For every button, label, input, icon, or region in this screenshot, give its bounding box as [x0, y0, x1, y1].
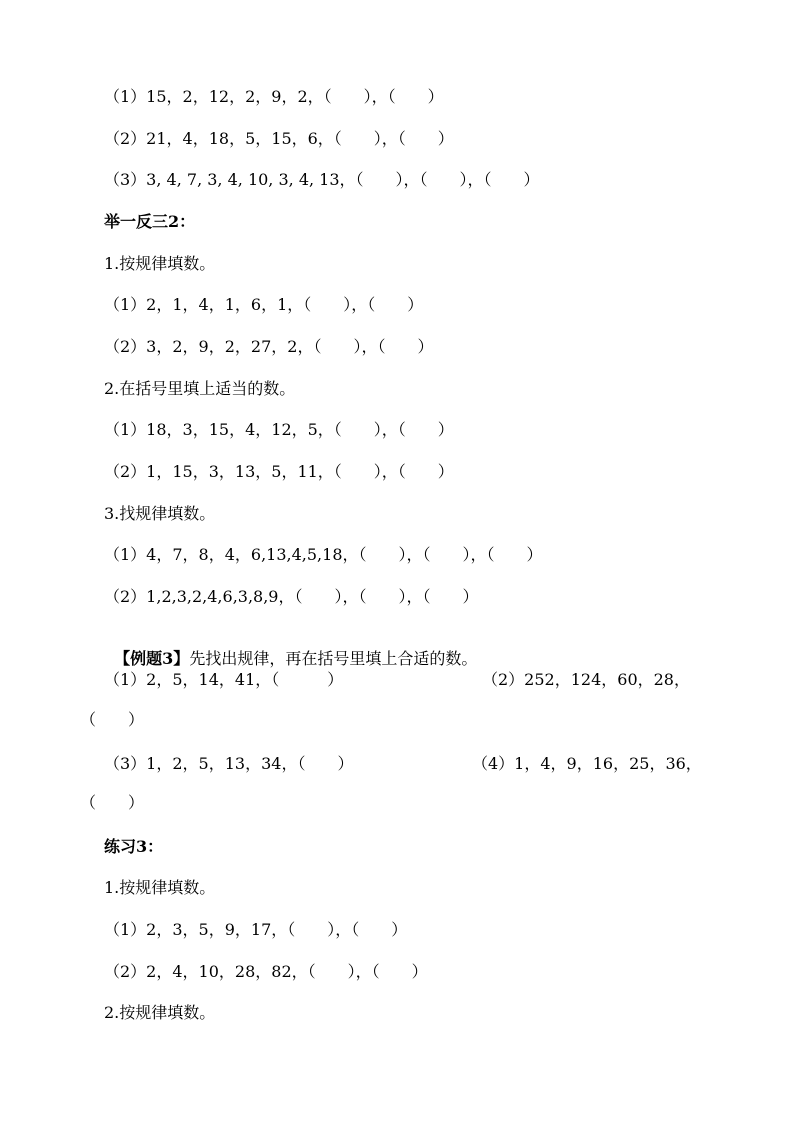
q2-sequence-2: （2）1，15，3，13，5，11，（ ），（ ）	[104, 462, 454, 481]
question-3-title: 3.找规律填数。	[104, 504, 216, 523]
practice-2-title: 2.按规律填数。	[104, 1003, 216, 1022]
q3-sequence-2: （2）1,2,3,2,4,6,3,8,9，（ ），（ ），（ ）	[104, 587, 479, 606]
question-2-title: 2.在括号里填上适当的数。	[104, 379, 296, 398]
q1-sequence-1: （1）2，1，4，1，6，1，（ ），（ ）	[104, 295, 424, 314]
section-heading-jyfs2: 举一反三2：	[104, 212, 196, 231]
example-3-item-2: （2）252，124，60，28，	[482, 670, 690, 689]
practice-1-sequence-2: （2）2，4，10，28，82，（ ），（ ）	[104, 962, 428, 981]
q3-sequence-1: （1）4，7，8，4，6,13,4,5,18，（ ），（ ），（ ）	[104, 545, 543, 564]
example-3-item-1: （1）2，5，14，41，（ ）	[104, 670, 344, 689]
practice-1-title: 1.按规律填数。	[104, 878, 216, 897]
practice-1-sequence-1: （1）2，3，5，9，17，（ ），（ ）	[104, 920, 408, 939]
q1-sequence-2: （2）3，2，9，2，27，2，（ ），（ ）	[104, 337, 434, 356]
example-3-label: 【例题3】	[114, 649, 190, 668]
question-1-title: 1.按规律填数。	[104, 254, 216, 273]
example-3-heading	[104, 629, 477, 669]
q2-sequence-1: （1）18，3，15，4，12，5，（ ），（ ）	[104, 420, 454, 439]
section-heading-lx3: 练习3：	[104, 837, 164, 856]
example-3-item-4: （4）1，4，9，16，25，36，	[472, 754, 702, 773]
example-3-item-3: （3）1，2，5，13，34，（ ）	[104, 754, 354, 773]
sequence-1-line: （1）15，2，12，2，9，2，（ ），（ ）	[104, 87, 444, 106]
example-3-item-4-blank: （ ）	[80, 793, 145, 812]
sequence-2-line: （2）21，4，18，5，15，6，（ ），（ ）	[104, 129, 454, 148]
example-3-item-2-blank: （ ）	[80, 710, 145, 729]
example-3-instruction: 先找出规律，再在括号里填上合适的数。	[189, 649, 478, 668]
sequence-3-line: （3）3, 4, 7, 3, 4, 10, 3, 4, 13，（ ），（ ），（ ）	[104, 170, 540, 189]
